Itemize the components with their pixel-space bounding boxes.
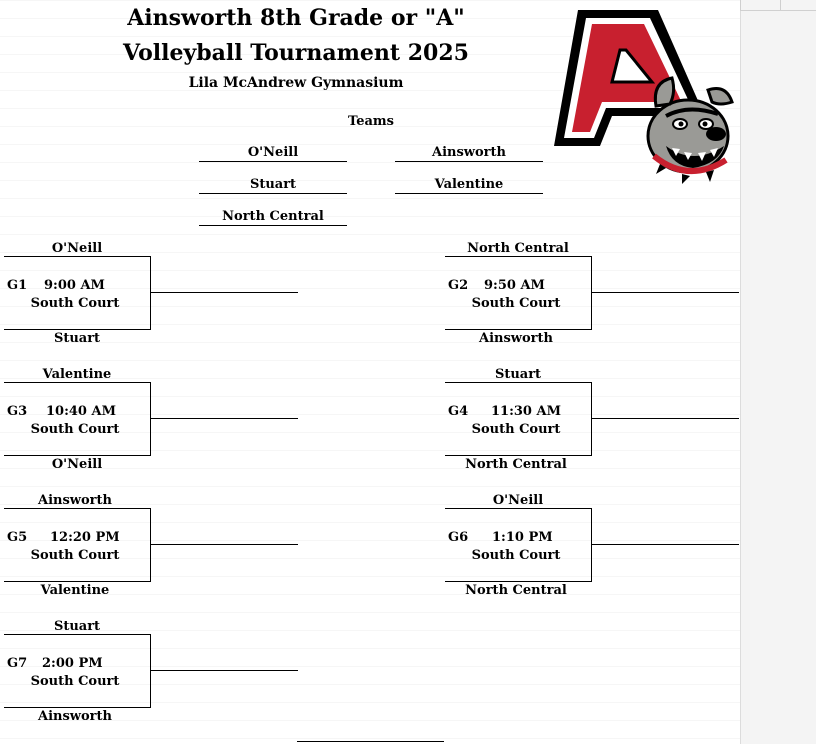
game-g4-winner-line [592,418,739,419]
tournament-title-line2: Volleyball Tournament 2025 [123,40,469,66]
g7-top-team: Stuart [53,619,101,634]
g2-bottom-team: Ainsworth [479,331,553,346]
team-entry: O'Neill [199,144,347,162]
game-g2-winner-line [592,292,739,293]
game-g1-winner-line [151,292,298,293]
game-g6-court: South Court [471,548,561,563]
game-g6-winner-line [592,544,739,545]
game-g4-court: South Court [471,422,561,437]
game-g5-court: South Court [30,548,120,563]
g7-bottom-team: Ainsworth [38,709,112,724]
game-g3-time: 10:40 AM [46,404,116,419]
game-g7-court: South Court [30,674,120,689]
game-g1-time: 9:00 AM [44,278,105,293]
sheet-margin-pane [740,0,816,744]
g4-top-team: Stuart [494,367,542,382]
g4-bottom-team: North Central [465,457,567,472]
game-g1-box [4,256,151,330]
game-g4-time: 11:30 AM [491,404,561,419]
team-entry: Ainsworth [395,144,543,162]
game-g7-id: G7 [7,656,28,671]
g6-bottom-team: North Central [465,583,567,598]
team-entry: Valentine [395,176,543,194]
game-g7-box [4,634,151,708]
g3-top-team: Valentine [42,367,112,382]
teams-heading: Teams [348,114,394,129]
game-g1-id: G1 [7,278,28,293]
game-g5-winner-line [151,544,298,545]
g5-top-team: Ainsworth [38,493,112,508]
game-g2-court: South Court [471,296,561,311]
venue-name: Lila McAndrew Gymnasium [188,75,404,91]
team-entry: North Central [199,208,347,226]
game-g7-winner-line [151,670,298,671]
game-g4-box [445,382,592,456]
g6-top-team: O'Neill [492,493,544,508]
game-g3-box [4,382,151,456]
ainsworth-bulldog-logo [548,6,740,186]
game-g2-time: 9:50 AM [484,278,545,293]
game-g3-id: G3 [7,404,28,419]
game-g1-court: South Court [30,296,120,311]
final-result-line [297,741,444,742]
game-g6-id: G6 [448,530,469,545]
game-g6-box [445,508,592,582]
g2-top-team: North Central [467,241,569,256]
game-g5-time: 12:20 PM [50,530,120,545]
g1-top-team: O'Neill [51,241,103,256]
game-g2-box [445,256,592,330]
game-g3-winner-line [151,418,298,419]
tournament-title-line1: Ainsworth 8th Grade or "A" [127,5,465,31]
game-g3-court: South Court [30,422,120,437]
g5-bottom-team: Valentine [40,583,110,598]
g3-bottom-team: O'Neill [51,457,103,472]
g1-bottom-team: Stuart [53,331,101,346]
column-header-strip [740,0,816,11]
game-g4-id: G4 [448,404,469,419]
game-g7-time: 2:00 PM [42,656,103,671]
game-g5-id: G5 [7,530,28,545]
game-g2-id: G2 [448,278,469,293]
team-entry: Stuart [199,176,347,194]
game-g5-box [4,508,151,582]
game-g6-time: 1:10 PM [492,530,553,545]
